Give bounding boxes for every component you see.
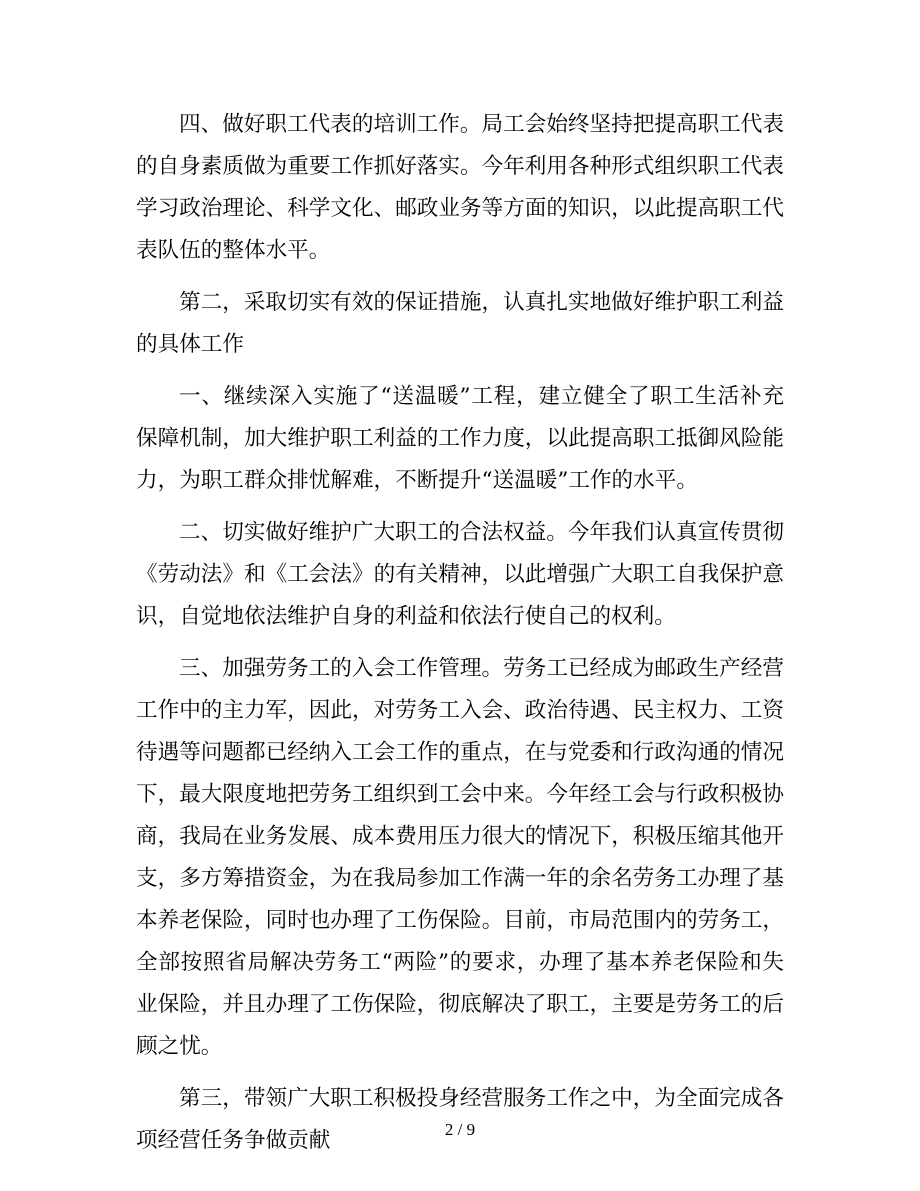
document-body xyxy=(136,104,784,1162)
paragraph-warmth-project: 一、继续深入实施了“送温暖”工程，建立健全了职工生活补充保障机制，加大维护职工利益的工作力度，以此提高职工抵御风险能力，为职工群众排忧解难，不断提升“送温暖”工作的水平。 xyxy=(136,384,784,493)
paragraph-labor-management: 三、加强劳务工的入会工作管理。劳务工已经成为邮政生产经营工作中的主力军，因此，对劳务工入会、政治待遇、民主权力、工资待遇等问题都已经纳入工会工作的重点，在与党委和行政沟通的情况下，最大限度地把劳务工组织到工会中来。今年经工会与行政积极协商，我局在业务发展、成本费用压力很大的情况下，积极压缩其他开支，多方筹措资金，为在我局参加工作满一年的余名劳务工办理了基本养老保险，同时也办理了工伤保险。目前，市局范围内的劳务工，全部按照省局解决劳务工“两险”的要求，办理了基本养老保险和失业保险，并且办理了工伤保险，彻底解决了职工，主要是劳务工的后顾之忧。 xyxy=(136,656,784,1059)
paragraph-legal-rights: 二、切实做好维护广大职工的合法权益。今年我们认真宣传贯彻《劳动法》和《工会法》的有关精神，以此增强广大职工自我保护意识，自觉地依法维护自身的利益和依法行使自己的权利。 xyxy=(136,520,784,629)
paragraph-training-work: 四、做好职工代表的培训工作。局工会始终坚持把提高职工代表的自身素质做为重要工作抓好落实。今年利用各种形式组织职工代表学习政治理论、科学文化、邮政业务等方面的知识，以此提高职工代表队伍的整体水平。 xyxy=(136,112,784,263)
paragraph-third-heading: 第三，带领广大职工积极投身经营服务工作之中，为全面完成各项经营任务争做贡献 xyxy=(136,1086,784,1153)
page-number: 2 / 9 xyxy=(444,1120,476,1139)
paragraph-second-heading: 第二，采取切实有效的保证措施，认真扎实地做好维护职工利益的具体工作 xyxy=(136,290,784,357)
